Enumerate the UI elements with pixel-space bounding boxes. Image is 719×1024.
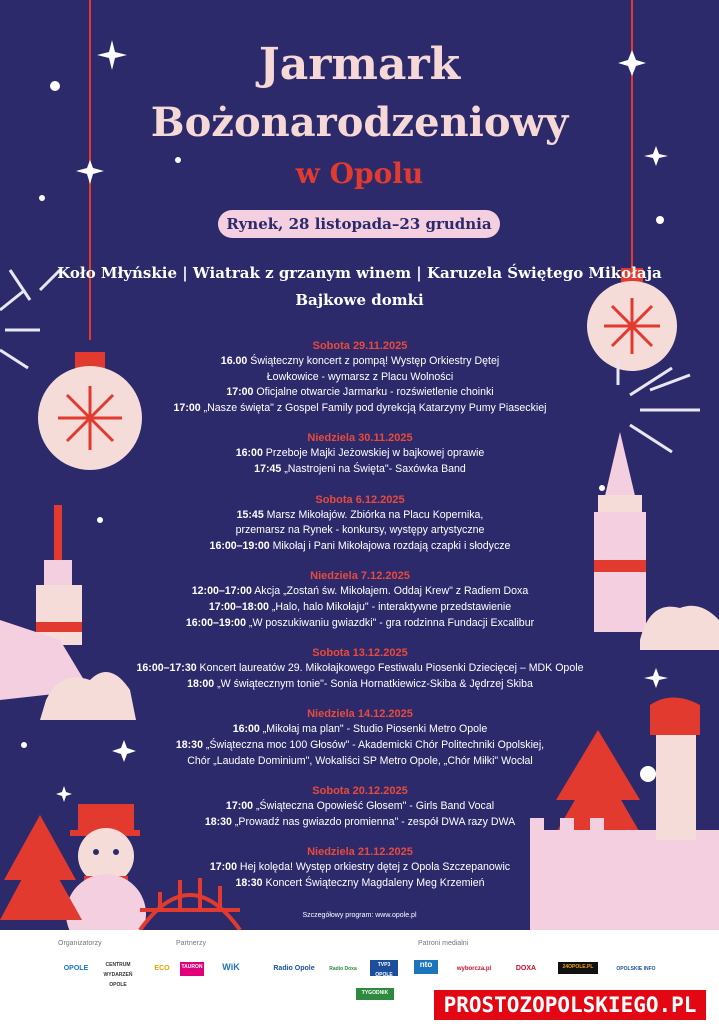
tree-left-icon bbox=[0, 815, 82, 920]
program-day-heading: Niedziela 7.12.2025 bbox=[310, 570, 410, 583]
program-event bbox=[120, 722, 600, 738]
program-event bbox=[120, 600, 600, 616]
program-event bbox=[120, 677, 600, 693]
event-description: „Świąteczna moc 100 Głosów" - Akademicki Chór Politechniki Opolskiej, bbox=[202, 738, 545, 751]
program-event bbox=[120, 616, 600, 632]
logo-opolskie-info: OPOLSKIE INFO bbox=[616, 966, 656, 972]
program-day-heading: Sobota 20.12.2025 bbox=[312, 785, 408, 798]
logo-nto: nto bbox=[414, 960, 438, 974]
title-line-2: Bożonarodzeniowy bbox=[150, 99, 569, 146]
program-day bbox=[120, 645, 600, 692]
event-description: „Prowadź nas gwiazdo promienna" - zespół DWA razy DWA bbox=[231, 815, 516, 828]
program-day bbox=[120, 430, 600, 477]
event-time: 18:00 bbox=[187, 677, 215, 690]
program-event bbox=[120, 370, 600, 386]
program-event bbox=[120, 508, 600, 524]
logo-wyborcza: wyborcza.pl bbox=[456, 966, 492, 972]
event-time: 17:00 bbox=[209, 861, 237, 874]
event-time: 18:30 bbox=[235, 876, 263, 889]
event-description: Koncert laureatów 29. Mikołajkowego Festiwalu Piosenki Dziecięcej – MDK Opole bbox=[196, 662, 584, 675]
event-description: „Nastrojeni na Święta"- Saxówka Band bbox=[281, 462, 466, 475]
program-event bbox=[120, 661, 600, 677]
program-day-heading: Niedziela 14.12.2025 bbox=[307, 708, 413, 721]
logo-radio-opole: Radio Opole bbox=[273, 965, 315, 972]
event-description: przemarsz na Rynek - konkursy, występy artystyczne bbox=[235, 524, 485, 537]
organizers-label: Organizatorzy bbox=[58, 940, 102, 947]
event-time: 17:00 bbox=[173, 401, 201, 414]
event-description: Oficjalne otwarcie Jarmarku - rozświetlenie choinki bbox=[253, 386, 494, 399]
event-description: „W poszukiwaniu gwiazdki" - gra rodzinna Fundacji Excalibur bbox=[245, 616, 535, 629]
event-program bbox=[120, 338, 600, 905]
partners-label: Partnerzy bbox=[176, 940, 206, 947]
event-description: Świąteczny koncert z pompą! Występ Orkiestry Dętej bbox=[247, 355, 500, 367]
event-time: 18:30 bbox=[175, 738, 203, 751]
event-time: 15:45 bbox=[236, 508, 264, 521]
program-event bbox=[120, 754, 600, 770]
logo-tauron: TAURON bbox=[180, 962, 204, 976]
event-time: 17:00–18:00 bbox=[208, 600, 269, 613]
title-line-3: w Opolu bbox=[295, 157, 424, 190]
event-description: „Mikołaj ma plan" - Studio Piosenki Metro Opole bbox=[259, 723, 488, 736]
program-event bbox=[120, 815, 600, 831]
event-time: 16:00 bbox=[232, 723, 260, 736]
event-description: Koncert Świąteczny Magdaleny Meg Krzemień bbox=[262, 876, 485, 889]
watermark-badge: PROSTOZOPOLSKIEGO.PL bbox=[432, 988, 708, 1022]
program-day-heading: Niedziela 30.11.2025 bbox=[307, 432, 413, 445]
tower-right-icon bbox=[594, 432, 719, 650]
program-day bbox=[120, 338, 600, 416]
logo-eco: ECO bbox=[154, 965, 170, 972]
program-day-heading: Niedziela 21.12.2025 bbox=[307, 846, 413, 859]
event-time: 16:00 bbox=[235, 447, 263, 460]
program-event bbox=[120, 446, 600, 462]
event-description: Przeboje Majki Jeżowskiej w bajkowej oprawie bbox=[262, 447, 485, 460]
event-time: 17:45 bbox=[254, 462, 282, 475]
event-description: Marsz Mikołajów. Zbiórka na Placu Kopernika, bbox=[263, 508, 484, 521]
program-event bbox=[120, 354, 600, 370]
title-line-1: Jarmark bbox=[258, 39, 461, 90]
logo-centrum-wydarzen: CENTRUM WYDARZEŃ OPOLE bbox=[103, 962, 133, 988]
media-label: Patroni medialni bbox=[418, 940, 469, 947]
event-time: 12:00–17:00 bbox=[191, 585, 252, 598]
attractions-line-2: Bajkowe domki bbox=[295, 291, 424, 309]
program-day-heading: Sobota 6.12.2025 bbox=[315, 493, 405, 506]
firework-right-icon bbox=[618, 360, 700, 452]
event-time: 16:00–19:00 bbox=[185, 616, 246, 629]
event-description: Akcja „Zostań św. Mikołajem. Oddaj Krew" z Radiem Doxa bbox=[251, 585, 529, 598]
event-description: Hej kolęda! Występ orkiestry dętej z Opola Szczepanowic bbox=[236, 861, 511, 874]
logo-wik: WiK bbox=[222, 962, 240, 972]
program-day bbox=[120, 568, 600, 631]
program-event bbox=[120, 385, 600, 401]
event-description: „Świąteczna Opowieść Głosem" - Girls Band Vocal bbox=[253, 800, 495, 813]
event-time: 16.00 bbox=[220, 355, 248, 367]
program-event bbox=[120, 539, 600, 555]
event-description: Chór „Laudate Dominium", Wokaliści SP Metro Opole, „Chór Miłki" Wocłal bbox=[187, 754, 533, 767]
program-event bbox=[120, 584, 600, 600]
event-description: „Halo, halo Mikołaju" - interaktywne przedstawienie bbox=[268, 600, 512, 613]
attractions-line-1: Koło Młyńskie | Wiatrak z grzanym winem | Karuzela Świętego Mikołaja bbox=[57, 264, 662, 282]
program-day-heading: Sobota 29.11.2025 bbox=[312, 340, 408, 352]
logo-24opole: 24OPOLE.PL bbox=[558, 962, 598, 974]
details-link-text: Szczegółowy program: www.opole.pl bbox=[302, 912, 417, 919]
logo-tvp3-opole: TVP3 OPOLE bbox=[370, 960, 398, 976]
logo-doxa: DOXA bbox=[515, 965, 537, 972]
firework-left-icon bbox=[0, 270, 60, 368]
event-description: „Nasze święta" z Gospel Family pod dyrekcją Katarzyny Pumy Piaseckiej bbox=[200, 401, 547, 414]
event-description: Mikołaj i Pani Mikołajowa rozdają czapki i słodycze bbox=[269, 539, 511, 552]
dates-badge: Rynek, 28 listopada–23 grudnia 2025 bbox=[218, 210, 500, 238]
program-event bbox=[120, 799, 600, 815]
event-time: 18:30 bbox=[204, 815, 232, 828]
program-day bbox=[120, 492, 600, 555]
program-event bbox=[120, 523, 600, 539]
program-day bbox=[120, 844, 600, 891]
program-day bbox=[120, 706, 600, 769]
event-description: Łowkowice - wymarsz z Placu Wolności bbox=[266, 370, 454, 383]
program-event bbox=[120, 738, 600, 754]
program-event bbox=[120, 860, 600, 876]
logo-radio-doxa: Radio Doxa bbox=[329, 966, 357, 972]
tower-left-icon bbox=[0, 505, 136, 720]
program-event bbox=[120, 401, 600, 417]
event-time: 17:00 bbox=[225, 800, 254, 813]
event-time: 16:00–17:30 bbox=[136, 662, 197, 675]
logo-tygodnik: TYGODNIK bbox=[356, 988, 394, 1000]
event-time: 16:00–19:00 bbox=[209, 539, 270, 552]
program-day bbox=[120, 783, 600, 830]
logo-opole: OPOLE bbox=[63, 965, 89, 972]
program-day-heading: Sobota 13.12.2025 bbox=[312, 647, 408, 660]
event-description: „W świątecznym tonie"- Sonia Hornatkiewicz-Skiba & Jędrzej Skiba bbox=[214, 677, 533, 690]
program-event bbox=[120, 462, 600, 478]
program-event bbox=[120, 876, 600, 892]
event-time: 17:00 bbox=[226, 386, 254, 399]
